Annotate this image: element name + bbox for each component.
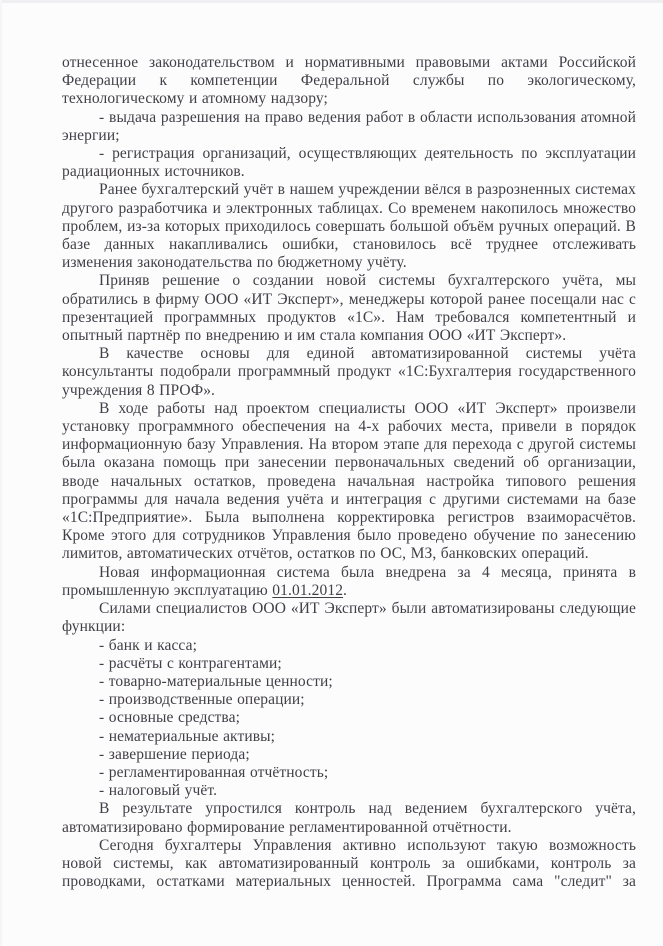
text-segment: В качестве основы для единой автоматизированной системы учёта консультанты подобрали программный продукт «1С:Бухгалтерия государственного учреждения 8 ПРОФ». (62, 345, 636, 399)
paragraph (62, 181, 636, 272)
text-segment: Сегодня бухгалтеры Управления активно используют такую возможность новой системы, как автоматизированный контроль за ошибками, контроль за проводками, остатками материальных ценностей. Программа сама "следит" за (62, 836, 636, 891)
paragraph (62, 600, 636, 636)
text-segment: отнесенное законодательством и нормативными правовыми актами Российской Федерации к компетенции Федеральной службы по экологическому, технологическому и атомному надзору; (62, 54, 636, 108)
paragraph (62, 345, 636, 400)
text-segment: - расчёты с контрагентами; (99, 654, 282, 672)
text-segment: - регламентированная отчётность; (99, 763, 329, 781)
text-segment: - завершение периода; (99, 745, 250, 763)
paragraph (62, 54, 636, 109)
paragraph (62, 400, 636, 564)
text-segment: - банк и касса; (99, 636, 197, 654)
scan-edge-top (0, 0, 663, 3)
list-item (62, 655, 636, 673)
text-segment: . (343, 581, 348, 599)
list-item (62, 746, 636, 764)
paragraph (62, 145, 636, 181)
paragraph (62, 837, 636, 892)
text-segment: - товарно-материальные ценности; (99, 672, 333, 690)
underlined-date: 01.01.2012 (272, 581, 344, 599)
list-item (62, 764, 636, 782)
text-segment: В результате упростился контроль над ведением бухгалтерского учёта, автоматизировано формирование регламентированной отчётности. (62, 800, 636, 836)
text-segment: - регистрация организаций, осуществляющих деятельность по эксплуатации радиационных источников. (62, 145, 636, 181)
text-segment: - налоговый учёт. (99, 782, 218, 800)
list-item (62, 709, 636, 727)
paragraph (62, 564, 636, 600)
paragraph (62, 800, 636, 836)
text-segment: - производственные операции; (99, 691, 305, 709)
list-item (62, 691, 636, 709)
text-segment: Приняв решение о создании новой системы бухгалтерского учёта, мы обратились в фирму ООО «ИТ Эксперт», менеджеры которой ранее посещали нас с презентацией программных продуктов «1С». Нам требовался компетентный и опытный партнёр по внедрению и им стала компания ООО «ИТ Эксперт». (62, 272, 636, 345)
list-item (62, 637, 636, 655)
document-text (62, 54, 636, 891)
text-segment: Новая информационная система была внедрена за 4 месяца, принята в промышленную эксплуатацию (62, 563, 636, 599)
text-segment: В ходе работы над проектом специалисты ООО «ИТ Эксперт» произвели установку программного обеспечения на 4-х рабочих места, привели в порядок информационную базу Управления. На втором этапе для перехода с другой системы была оказана помощь при занесении первоначальных сведений об организации, вводе начальных остатков, проведена начальная настройка типового решения программы для начала ведения учёта и интеграция с другими системами на базе «1С:Предприятие». Была выполнена корректировка регистров взаиморасчётов. Кроме этого для сотрудников Управления было проведено обучение по занесению лимитов, автоматических отчётов, остатков по ОС, МЗ, банковских операций. (62, 399, 636, 563)
scan-edge-left (0, 0, 2, 946)
paragraph (62, 109, 636, 145)
text-segment: - основные средства; (99, 709, 241, 727)
text-segment: Силами специалистов ООО «ИТ Эксперт» были автоматизированы следующие функции: (62, 600, 636, 636)
list-item (62, 782, 636, 800)
list-item (62, 673, 636, 691)
text-segment: - нематериальные активы; (99, 727, 276, 745)
list-item (62, 728, 636, 746)
paragraph (62, 272, 636, 345)
text-segment: - выдача разрешения на право ведения работ в области использования атомной энергии; (62, 108, 636, 144)
text-segment: Ранее бухгалтерский учёт в нашем учреждении вёлся в разрозненных системах другого разработчика и электронных таблицах. Со временем накопилось множество проблем, из-за которых приходилось совершать большой объём ручных операций. В базе данных накапливались ошибки, становилось всё труднее отслеживать изменения законодательства по бюджетному учёту. (62, 181, 636, 272)
